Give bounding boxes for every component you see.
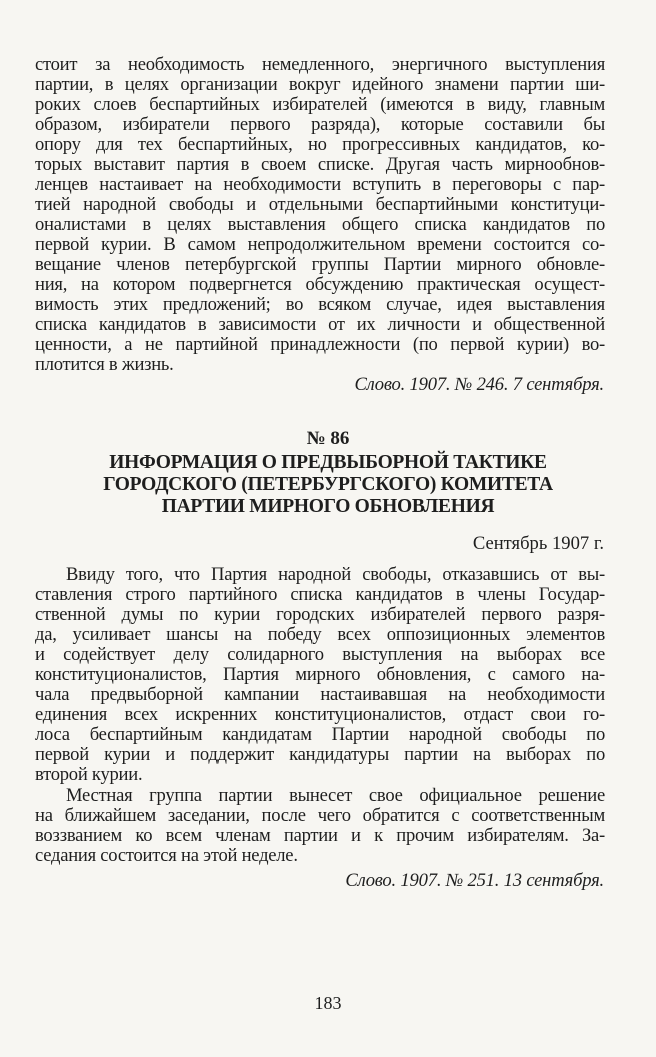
- text-line: Ввиду того, что Партия народной свободы, отказавшись от вы-: [66, 564, 605, 585]
- text-line: и содействует делу солидарного выступления на выборах все: [35, 644, 605, 665]
- title-line: ИНФОРМАЦИЯ О ПРЕДВЫБОРНОЙ ТАКТИКЕ: [109, 452, 547, 473]
- text-line: стоит за необходимость немедленного, энергичного выступления: [35, 54, 605, 75]
- text-line: чала предвыборной кампании настаивавшая на необходимости: [35, 684, 605, 705]
- source-citation: Слово. 1907. № 246. 7 сентября.: [354, 374, 604, 395]
- text-line: седания состоится на этой неделе.: [35, 845, 298, 866]
- text-line: вещание членов петербургской группы Партии мирного обновле-: [35, 254, 605, 275]
- title-line: ГОРОДСКОГО (ПЕТЕРБУРГСКОГО) КОМИТЕТА: [103, 474, 553, 495]
- text-line: списка кандидатов в зависимости от их личности и общественной: [35, 314, 605, 335]
- text-line: первой курии. В самом непродолжительном времени состоится со-: [35, 234, 605, 255]
- document-number: № 86: [306, 428, 350, 449]
- continued-paragraph: [35, 55, 605, 375]
- text-line: воззванием ко всем членам партии и к прочим избирателям. За-: [35, 825, 605, 846]
- title-line: ПАРТИИ МИРНОГО ОБНОВЛЕНИЯ: [161, 496, 495, 517]
- paragraph-2: [35, 786, 605, 866]
- text-line: вимость этих предложений; во всяком случае, идея выставления: [35, 294, 605, 315]
- source-citation: Слово. 1907. № 251. 13 сентября.: [345, 870, 604, 891]
- text-line: ния, на котором подвергнется обсуждению практическая осущест-: [35, 274, 605, 295]
- text-line: ставления строго партийного списка кандидатов в члены Государ-: [35, 584, 605, 605]
- text-line: лоса беспартийным кандидатам Партии народной свободы по: [35, 724, 605, 745]
- document-title: [0, 452, 656, 518]
- text-line: единения всех искренних конституционалистов, отдаст свои го-: [35, 704, 605, 725]
- text-line: оналистами в целях выставления общего списка кандидатов по: [35, 214, 605, 235]
- page-number: 183: [314, 993, 342, 1013]
- text-line: роких слоев беспартийных избирателей (имеются в виду, главным: [35, 94, 605, 115]
- text-line: торых выставит партия в своем списке. Другая часть мирнообнов-: [35, 154, 605, 175]
- text-line: ленцев настаивает на необходимости вступить в переговоры с пар-: [35, 174, 605, 195]
- text-line: на ближайшем заседании, после чего обратится с соответственным: [35, 805, 605, 826]
- text-line: тией народной свободы и отдельными беспартийными конституци-: [35, 194, 605, 215]
- text-line: Местная группа партии вынесет свое официальное решение: [66, 785, 605, 806]
- text-line: образом, избиратели первого разряда), которые составили бы: [35, 114, 605, 135]
- text-line: плотится в жизнь.: [35, 354, 174, 375]
- paragraph-1: [35, 565, 605, 785]
- text-line: конституционалистов, Партия мирного обновления, с самого на-: [35, 664, 605, 685]
- document-date: Сентябрь 1907 г.: [472, 533, 604, 554]
- text-line: первой курии и поддержит кандидатуры партии на выборах по: [35, 744, 605, 765]
- text-line: опору для тех беспартийных, но прогрессивных кандидатов, ко-: [35, 134, 605, 155]
- text-line: ценности, а не партийной принадлежности (по первой курии) во-: [35, 334, 605, 355]
- text-line: второй курии.: [35, 764, 143, 785]
- text-line: ственной думы по курии городских избирателей первого разря-: [35, 604, 605, 625]
- text-line: да, усиливает шансы на победу всех оппозиционных элементов: [35, 624, 605, 645]
- text-line: партии, в целях организации вокруг идейного знамени партии ши-: [35, 74, 605, 95]
